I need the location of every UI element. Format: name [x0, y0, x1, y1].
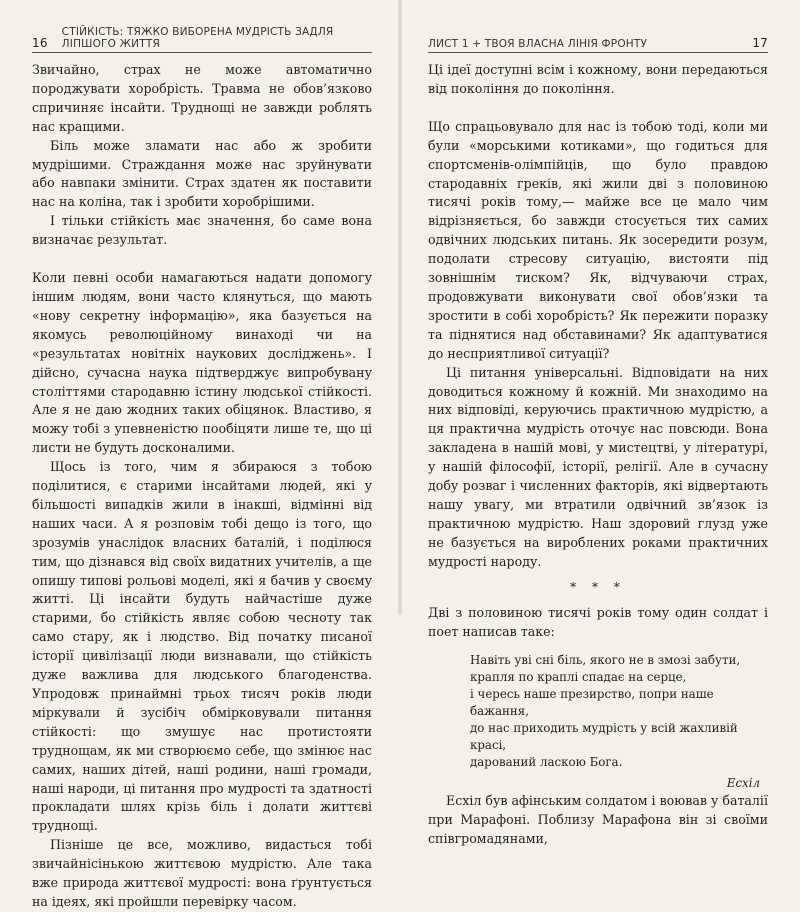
- poem-line: крапля по краплі спадає на серце,: [470, 670, 687, 685]
- right-page: [400, 0, 800, 847]
- page-number-left: 16: [32, 36, 48, 50]
- running-head-title-left: СТІЙКІСТЬ: ТЯЖКО ВИБОРЕНА МУДРІСТЬ ЗАДЛЯ ЛІПШОГО ЖИТТЯ: [61, 26, 334, 50]
- poem-author: Есхіл: [726, 776, 760, 791]
- left-page: [0, 0, 400, 909]
- paragraph: Ці ідеї доступні всім і кожному, вони передаються від покоління до покоління.: [428, 62, 768, 96]
- paragraph: Пізніше це все, можливо, видасться тобі звичайнісінькою життєвою мудрістю. Але така вже природа життєвої мудрості: вона ґрунтується на ідеях, які пройшли перевірку часом.: [32, 837, 372, 909]
- right-body-text: [428, 61, 768, 849]
- left-running-head: [32, 26, 372, 53]
- left-body-text: [32, 61, 372, 912]
- poem-line: дарований ласкою Бога.: [470, 755, 623, 770]
- section-separator: * * *: [570, 579, 626, 594]
- paragraph: Звичайно, страх не може автоматично породжувати хоробрість. Травма не обов’язково спричиняє інсайти. Труднощі не завжди роблять нас кращими.: [32, 62, 372, 134]
- paragraph: Ці питання універсальні. Відповідати на них доводиться кожному й кожній. Ми знаходимо на них відповіді, керуючись практичною мудрістю, а ця практична мудрість оточує нас повсюди. Вона закладена в нашій мові, у мистецтві, у літературі, у нашій філософії, історії, релігії. Але в сучасну добу розваг і численних факторів, які відвертають нашу увагу, ми втратили одвічний зв’язок із практичною мудрістю. Наш здоровий глузд уже не базується на вироблених роками практичних мудрості народу.: [428, 364, 768, 569]
- running-head-title-right: ЛИСТ 1 + ТВОЯ ВЛАСНА ЛІНІЯ ФРОНТУ: [428, 38, 648, 50]
- paragraph: Коли певні особи намагаються надати допомогу іншим людям, вони часто клянуться, що мають «нову секретну інформацію», яка базується на якомусь революційному винаході чи на «результатах новітніх наукових досліджень». І дійсно, сучасна наука підтверджує випробувану століттями стародавню істину людської стійкості. Але я не даю жодних таких обіцянок. Властиво, я можу тобі з упевненістю пообіцяти лише те, що ці листи не будуть досконалими.: [32, 270, 372, 456]
- poem-line: Навіть уві сні біль, якого не в змозі забути,: [470, 653, 741, 668]
- paragraph: Есхіл був афінським солдатом і воював у баталії при Марафоні. Поблизу Марафона він зі своїми співгромадянами,: [428, 793, 768, 847]
- poem-block: [470, 652, 768, 792]
- page-number-right: 17: [752, 36, 768, 50]
- right-running-head: [428, 30, 768, 53]
- paragraph: І тільки стійкість має значення, бо саме вона визначає результат.: [32, 213, 372, 248]
- poem-line: і чересь наше презирство, попри наше бажання,: [470, 687, 714, 719]
- poem-intro: Дві з половиною тисячі років тому один солдат і поет написав таке:: [428, 605, 768, 640]
- paragraph: Біль може зламати нас або ж зробити мудрішими. Страждання може нас зруйнувати або навпаки змінити. Страх здатен як поставити нас на коліна, так і зробити хоробрішими.: [32, 137, 372, 210]
- poem-line: до нас приходить мудрість у всій жахливій красі,: [470, 721, 738, 753]
- paragraph: Що спрацьовувало для нас із тобою тоді, коли ми були «морськими котиками», що годиться для спортсменів-олімпійців, що було правдою стародавніх греків, які жили дві з половиною тисячі років тому,— майже все це мало чим відрізняється, бо завжди стосується тих самих одвічних людських питань. Як зосередити розум, подолати стресову ситуацію, вистояти під зовнішнім тиском? Як, відчуваючи страх, продовжувати виконувати свої обов’язки та зростити в собі хоробрість? Як пережити поразку та піднятися над обставинами? Як адаптуватися до несприятливої ситуації?: [428, 118, 768, 361]
- paragraph: Щось із того, чим я збираюся з тобою поділитися, є старими інсайтами людей, які у більшості випадків жили в інакші, відмінні від наших часи. А я розповім тобі дещо із того, що зрозумів унаслідок власних баталій, і поділюся тим, що дізнався від своїх видатних учителів, а ще опишу типові рольові моделі, які я бачив у своєму житті. Ці інсайти будуть найчастіше дуже старими, бо стійкість являє собою чесноту так само стару, як і людство. Від початку писаної історії цивілізації люди визнавали, що стійкість дуже важлива для людського благоденства. Упродовж принаймні трьох тисяч років люди міркували й зусібіч обмірковували питання стійкості: що змушує нас протистояти труднощам, як ми створюємо себе, що змінює нас самих, наших дітей, наші родини, наші громади, наші народи, ці питання про мудрості та здатності прокладати шлях крізь біль і долати життєві труднощі.: [32, 459, 372, 834]
